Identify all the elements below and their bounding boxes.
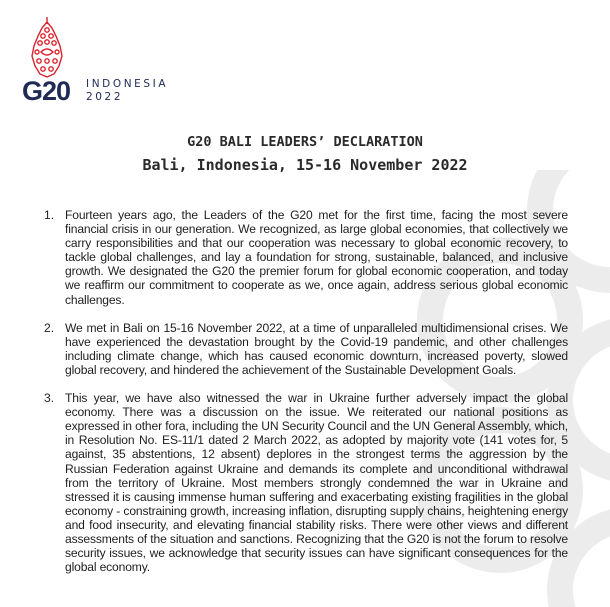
document-title: G20 BALI LEADERS’ DECLARATION — [187, 134, 423, 150]
gunungan-emblem-icon — [28, 16, 66, 78]
paragraph-number: 2. — [44, 320, 55, 335]
g20-indonesia-logo — [22, 16, 182, 106]
paragraph-text: Fourteen years ago, the Leaders of the G20 met for the first time, facing the most severe financial crisis in our generation. We recognized, as large global economies, that collectively we carry responsibilities and that our cooperation was necessary to global economic recovery, to tackle global challenges, and lay a foundation for strong, sustainable, balanced, and inclusive growth. We designated the G20 the premier forum for global economic cooperation, and today we reaffirm our commitment to cooperate as we, once again, address serious global economic challenges. — [65, 208, 568, 307]
document-subtitle: Bali, Indonesia, 15-16 November 2022 — [142, 156, 468, 174]
paragraph-number: 1. — [44, 208, 55, 222]
logo-g20-mark: G20 — [22, 76, 71, 106]
paragraph-2 — [44, 321, 568, 377]
paragraph-text: We met in Bali on 15-16 November 2022, at a time of unparalleled multidimensional crises. We have experienced the devastation brought by the Covid-19 pandemic, and other challenges including climate change, which has caused economic downturn, increased poverty, slowed global recovery, and hindered the achievement of the Sustainable Development Goals. — [65, 320, 568, 377]
paragraph-3 — [44, 391, 568, 574]
declaration-body — [44, 208, 568, 588]
logo-country: INDONESIA — [86, 78, 169, 90]
declaration-header — [0, 133, 610, 176]
paragraph-text: This year, we have also witnessed the war in Ukraine further adversely impact the global economy. There was a discussion on the issue. We reiterated our national positions as expressed in other fora, including the UN Security Council and the UN General Assembly, which, in Resolution No. ES-11/1 dated 2 March 2022, as adopted by majority vote (141 votes for, 5 against, 35 abstentions, 12 absent) deplores in the strongest terms the aggression by the Russian Federation against Ukraine and demands its complete and unconditional withdrawal from the territory of Ukraine. Most members strongly condemned the war in Ukraine and stressed it is causing immense human suffering and exacerbating existing fragilities in the global economy - constraining growth, increasing inflation, disrupting supply chains, heightening energy and food insecurity, and elevating financial stability risks. There were other views and different assessments of the situation and sanctions. Recognizing that the G20 is not the forum to resolve security issues, we acknowledge that security issues can have significant consequences for the global economy. — [65, 391, 568, 575]
paragraph-1 — [44, 208, 568, 307]
logo-year: 2022 — [86, 91, 124, 103]
paragraph-number: 3. — [44, 391, 55, 406]
